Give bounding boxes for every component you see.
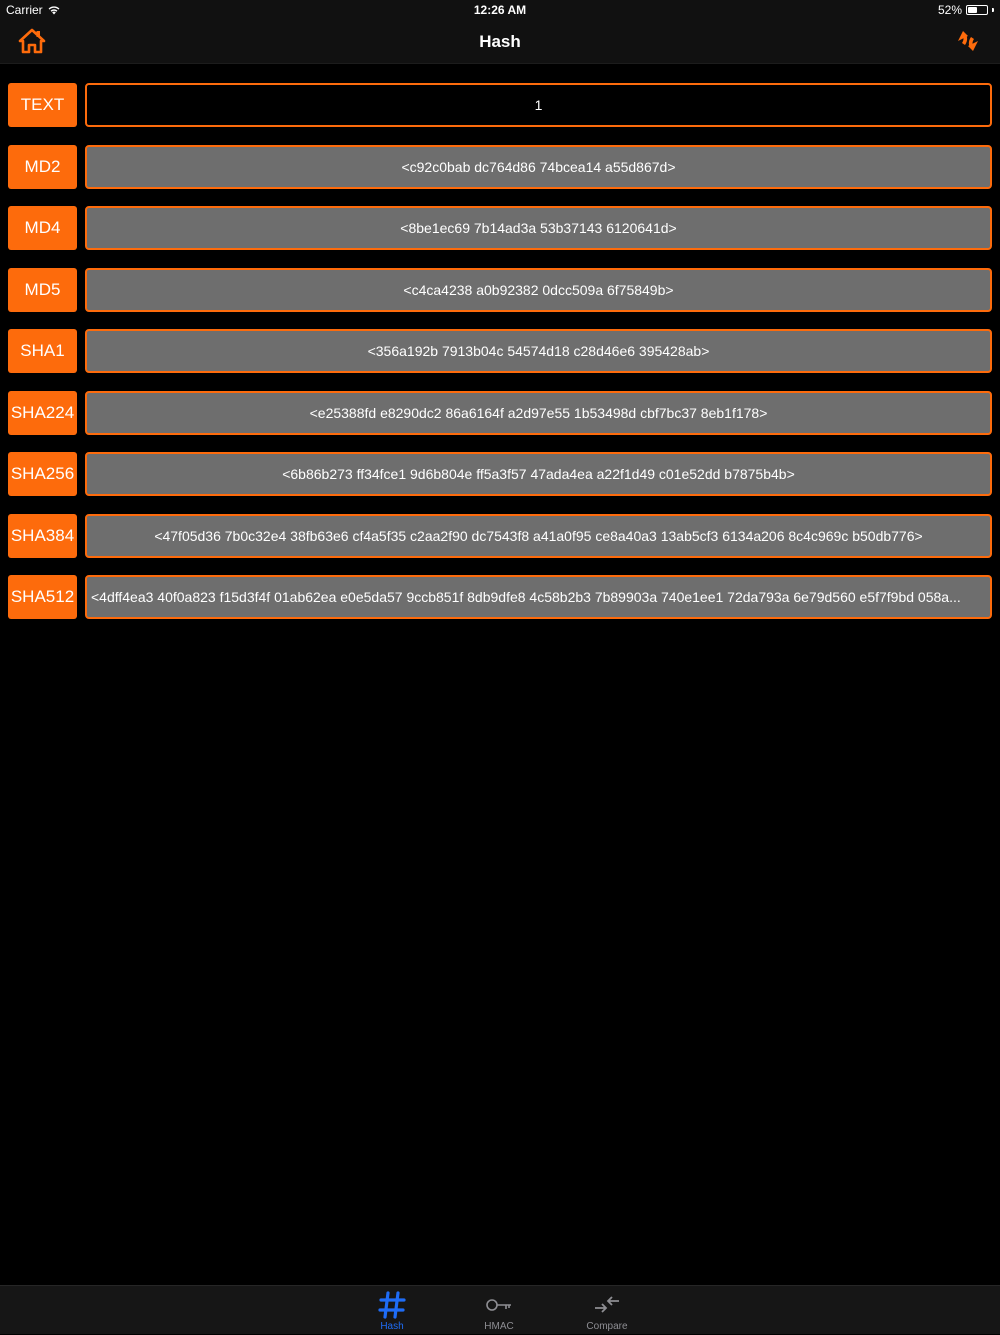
status-time: 12:26 AM [473,3,527,17]
row-text [8,83,992,127]
hash-icon [377,1291,407,1319]
tab-hash[interactable] [347,1286,437,1335]
md2-output[interactable] [85,145,992,189]
tab-compare[interactable] [562,1286,652,1335]
page-title: Hash [479,32,521,51]
tab-hmac[interactable] [454,1286,544,1335]
sha1-label-button[interactable]: SHA1 [8,329,77,373]
status-right [938,3,994,17]
sha1-output[interactable] [85,329,992,373]
row-sha256 [8,452,992,496]
sha1-value: <356a192b 7913b04c 54574d18 c28d46e6 395428ab> [367,343,710,359]
refresh-icon [954,27,982,55]
sha224-value: <e25388fd e8290dc2 86a6164f a2d97e55 1b53498d cbf7bc37 8eb1f178> [309,404,768,421]
md2-value: <c92c0bab dc764d86 74bcea14 a55d867d> [401,158,676,175]
sha224-output[interactable] [85,391,992,435]
sha512-output[interactable] [85,575,992,619]
md2-label-button[interactable]: MD2 [8,145,77,189]
sha256-label-button[interactable]: SHA256 [8,452,77,496]
battery-fill [968,7,977,13]
refresh-button[interactable] [954,27,982,55]
md4-value: <8be1ec69 7b14ad3a 53b37143 6120641d> [400,220,677,236]
sha256-value: <6b86b273 ff34fce1 9d6b804e ff5a3f57 47ada4ea a22f1d49 c01e52dd b7875b4b> [282,466,795,482]
text-label-button[interactable]: TEXT [8,83,77,127]
battery-percent: 52% [937,3,962,17]
carrier-label: Carrier [6,3,43,17]
sha512-value: <4dff4ea3 40f0a823 f15d3f4f 01ab62ea e0e5da57 9ccb851f 8db9dfe8 4c58b2b3 7b89903a 740e1ee1 72da793a 6e79d560 e5f7f9bd 058a... [91,589,961,605]
md5-label-button[interactable]: MD5 [8,268,77,312]
row-sha512 [8,575,992,619]
sha224-label-button[interactable]: SHA224 [8,391,77,435]
key-icon [484,1291,514,1319]
md5-value: <c4ca4238 a0b92382 0dcc509a 6f75849b> [403,281,674,298]
md4-output[interactable] [85,206,992,250]
tab-compare-label: Compare [586,1321,628,1332]
row-sha1 [8,329,992,373]
sha384-value: <47f05d36 7b0c32e4 38fb63e6 cf4a5f35 c2aa2f90 dc7543f8 a41a0f95 ce8a40a3 13ab5cf3 6134a206 8c4c969c b50db776> [154,527,923,544]
battery-icon [966,5,988,15]
row-md2 [8,145,992,189]
compare-arrows-icon [592,1291,622,1319]
sha512-label-button[interactable]: SHA512 [8,575,77,619]
navigation-bar [0,20,1000,64]
text-input-value: 1 [534,97,543,113]
md4-label-button[interactable]: MD4 [8,206,77,250]
md5-output[interactable] [85,268,992,312]
row-sha384 [8,514,992,558]
battery-cap [992,8,994,12]
row-md4 [8,206,992,250]
tab-hash-label: Hash [380,1321,404,1332]
sha384-output[interactable] [85,514,992,558]
sha384-label-button[interactable]: SHA384 [8,514,77,558]
status-bar [0,0,1000,20]
row-md5 [8,268,992,312]
tab-hmac-label: HMAC [484,1321,514,1332]
tab-bar [0,1285,1000,1334]
row-sha224 [8,391,992,435]
hash-list [8,83,992,637]
sha256-output[interactable] [85,452,992,496]
text-input[interactable] [85,83,992,127]
